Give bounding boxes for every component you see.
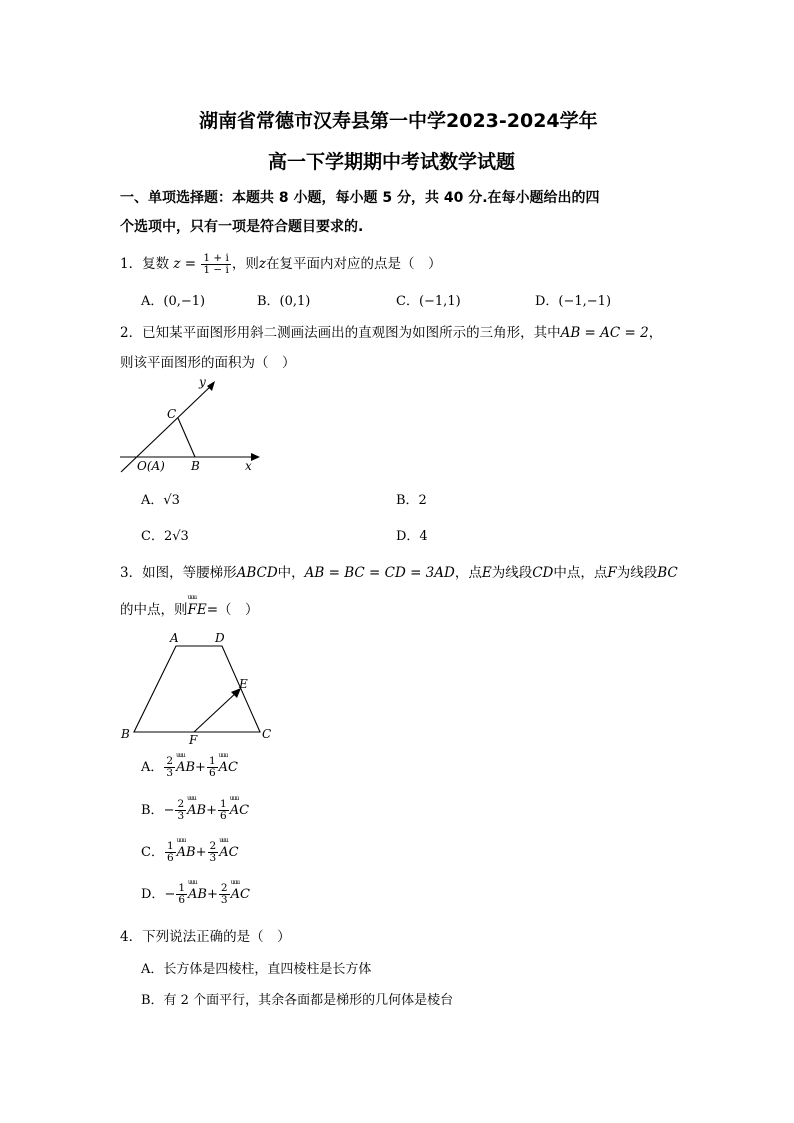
q3-option-d	[141, 883, 250, 906]
y-axis-arrow	[207, 381, 215, 391]
opt-op: +	[195, 760, 206, 775]
opt-label: A．	[141, 760, 164, 775]
q4-option-a: A．长方体是四棱柱，直四棱柱是长方体	[141, 962, 372, 977]
vector-ab: uuu AB	[188, 887, 207, 902]
q3-m4: CD	[532, 565, 554, 581]
segment-cb	[178, 418, 195, 457]
question-2-line1	[120, 321, 662, 341]
q1-option-c: C．(−1,1)	[396, 294, 461, 309]
q4-option-b: B．有 2 个面平行，其余各面都是梯形的几何体是棱台	[141, 993, 454, 1008]
frac-den: 6	[220, 810, 227, 822]
q1-fraction	[201, 253, 231, 276]
opt-op: +	[206, 887, 218, 902]
opt-sign: −	[163, 803, 175, 818]
frac-den: 3	[220, 894, 228, 906]
q1-suffix2: 在复平面内对应的点是（ ）	[266, 256, 442, 272]
q2-option-b: B．2	[396, 493, 427, 508]
vector-ab: uuu AB	[187, 803, 206, 818]
label-b: B	[121, 727, 130, 741]
frac-num: 2	[166, 755, 174, 767]
frac-num: 1	[178, 882, 186, 894]
q1-var2: z	[258, 256, 267, 272]
label-o-a: O(A)	[137, 459, 165, 473]
q1-option-d: D．(−1,−1)	[535, 294, 612, 309]
vector-ac: uuu AC	[230, 803, 249, 818]
frac-num: 1	[166, 840, 174, 852]
frac-num: 2	[209, 840, 217, 852]
q3-t4: 为线段	[491, 565, 533, 581]
q3-t2: 中，	[277, 565, 305, 581]
opt-frac1	[175, 799, 186, 822]
q3-m5: F	[607, 565, 617, 581]
frac-num: 1	[220, 798, 227, 810]
frac-den: 6	[208, 767, 216, 779]
q3-m3: E	[481, 565, 492, 581]
label-x: x	[245, 459, 252, 473]
opt-label: C．	[141, 845, 164, 860]
q2-option-c: C．2√3	[141, 529, 189, 544]
opt-label: B．	[141, 803, 164, 818]
q3-t8: =（ ）	[206, 602, 259, 618]
question-3-line2	[120, 598, 259, 618]
frac-den: 3	[177, 810, 185, 822]
label-d: D	[215, 631, 225, 645]
opt-label: D．	[141, 887, 165, 902]
q1-var: z =	[173, 256, 197, 272]
q3-m6: BC	[657, 565, 678, 581]
label-e: E	[239, 677, 248, 691]
q2-option-d: D．4	[396, 529, 428, 544]
q1-numerator: 1 + i	[203, 252, 229, 264]
label-b: B	[191, 459, 200, 473]
q3-t1: 3．如图，等腰梯形	[120, 565, 237, 581]
vector-ab: uuu AB	[176, 760, 195, 775]
question-1-stem	[120, 252, 442, 276]
opt-frac2	[208, 841, 219, 864]
q3-option-c	[141, 841, 239, 864]
frac-den: 3	[209, 852, 217, 864]
label-a: A	[170, 631, 179, 645]
section-heading-line2: 个选项中，只有一项是符合题目要求的.	[120, 219, 364, 235]
q2-text: 2．已知某平面图形用斜二测画法画出的直观图为如图所示的三角形，其中	[120, 325, 561, 341]
q1-option-a: A．(0,−1)	[141, 294, 206, 309]
q3-option-a	[141, 756, 238, 779]
question-2-line2: 则该平面图形的面积为（ ）	[120, 355, 296, 371]
q1-suffix: ，则	[231, 256, 259, 272]
q3-m2: AB = BC = CD = 3AD	[304, 565, 455, 581]
q3-t3: ，点	[454, 565, 482, 581]
opt-frac1	[165, 841, 176, 864]
opt-frac2	[218, 799, 229, 822]
q3-t6: 为线段	[616, 565, 658, 581]
q3-option-b	[141, 799, 249, 822]
q2-option-a: A．√3	[141, 493, 180, 508]
vector-ac: uuu AC	[219, 760, 238, 775]
section-heading-line1: 一、单项选择题：本题共 8 小题，每小题 5 分，共 40 分.在每小题给出的四	[120, 190, 600, 206]
page-subtitle: 高一下学期期中考试数学试题	[268, 151, 516, 173]
q3-t5: 中点，点	[553, 565, 608, 581]
q3-t7: 的中点，则	[120, 602, 188, 618]
q2-math: AB = AC = 2	[560, 325, 649, 341]
frac-num: 2	[177, 798, 185, 810]
q1-denominator: 1 − i	[203, 264, 229, 276]
opt-frac2	[219, 883, 230, 906]
frac-den: 3	[166, 767, 174, 779]
vector-ac: uuu AC	[219, 845, 238, 860]
vector-fe-line	[194, 691, 238, 732]
q3-figure	[115, 626, 280, 744]
frac-num: 1	[208, 755, 216, 767]
opt-frac1	[176, 883, 187, 906]
frac-num: 2	[220, 882, 228, 894]
frac-den: 6	[166, 852, 174, 864]
q1-prefix: 1．复数	[120, 256, 170, 272]
vector-ab: uuu AB	[177, 845, 196, 860]
q2-comma: ，	[648, 325, 663, 341]
opt-frac2	[207, 756, 218, 779]
q3-m1: ABCD	[236, 565, 278, 581]
opt-frac1	[164, 756, 175, 779]
page-title: 湖南省常德市汉寿县第一中学2023-2024学年	[199, 110, 598, 132]
opt-op: +	[206, 803, 218, 818]
question-4-stem: 4．下列说法正确的是（ ）	[120, 929, 291, 945]
opt-op: +	[195, 845, 207, 860]
label-c: C	[167, 407, 177, 421]
label-f: F	[189, 733, 198, 744]
label-c: C	[262, 727, 272, 741]
q2-figure	[115, 372, 265, 476]
x-axis-arrow	[251, 453, 260, 461]
label-y: y	[199, 375, 206, 389]
q1-option-b: B．(0,1)	[257, 294, 311, 309]
frac-den: 6	[178, 894, 186, 906]
q3-vector-fe: uuu FE	[188, 602, 207, 618]
vector-ac: uuu AC	[231, 887, 250, 902]
question-3-line1	[120, 561, 678, 581]
opt-sign: −	[164, 887, 176, 902]
